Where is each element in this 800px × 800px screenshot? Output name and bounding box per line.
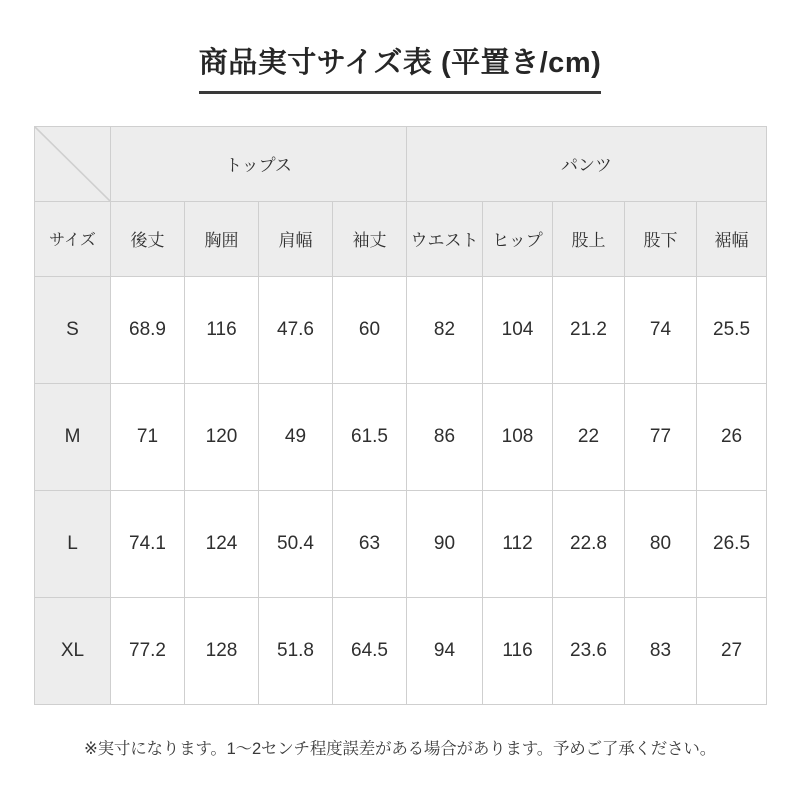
group-header-row	[35, 126, 767, 201]
size-table-wrapper	[34, 126, 766, 705]
row-size-label: XL	[35, 597, 111, 704]
row-size-label: M	[35, 383, 111, 490]
table-row	[35, 276, 767, 383]
table-row	[35, 490, 767, 597]
cell-value: 120	[185, 383, 259, 490]
column-header-back-length: 後丈	[111, 201, 185, 276]
cell-value: 60	[333, 276, 407, 383]
cell-value: 71	[111, 383, 185, 490]
cell-value: 108	[483, 383, 553, 490]
cell-value: 25.5	[697, 276, 767, 383]
cell-value: 74.1	[111, 490, 185, 597]
column-header-hem: 裾幅	[697, 201, 767, 276]
column-header-size: サイズ	[35, 201, 111, 276]
column-header-inseam: 股下	[625, 201, 697, 276]
cell-value: 64.5	[333, 597, 407, 704]
cell-value: 21.2	[553, 276, 625, 383]
cell-value: 90	[407, 490, 483, 597]
table-row	[35, 597, 767, 704]
corner-cell	[35, 126, 111, 201]
cell-value: 26.5	[697, 490, 767, 597]
cell-value: 116	[185, 276, 259, 383]
cell-value: 26	[697, 383, 767, 490]
cell-value: 77.2	[111, 597, 185, 704]
column-header-chest: 胸囲	[185, 201, 259, 276]
cell-value: 112	[483, 490, 553, 597]
cell-value: 83	[625, 597, 697, 704]
column-header-waist: ウエスト	[407, 201, 483, 276]
cell-value: 77	[625, 383, 697, 490]
column-header-sleeve: 袖丈	[333, 201, 407, 276]
column-header-row	[35, 201, 767, 276]
cell-value: 116	[483, 597, 553, 704]
cell-value: 94	[407, 597, 483, 704]
cell-value: 49	[259, 383, 333, 490]
cell-value: 124	[185, 490, 259, 597]
row-size-label: L	[35, 490, 111, 597]
page-title: 商品実寸サイズ表 (平置き/cm)	[199, 46, 602, 94]
cell-value: 63	[333, 490, 407, 597]
cell-value: 68.9	[111, 276, 185, 383]
column-header-hip: ヒップ	[483, 201, 553, 276]
cell-value: 82	[407, 276, 483, 383]
cell-value: 80	[625, 490, 697, 597]
cell-value: 23.6	[553, 597, 625, 704]
cell-value: 22.8	[553, 490, 625, 597]
cell-value: 47.6	[259, 276, 333, 383]
group-header-pants: パンツ	[407, 126, 767, 201]
cell-value: 61.5	[333, 383, 407, 490]
column-header-rise: 股上	[553, 201, 625, 276]
size-table	[34, 126, 767, 705]
cell-value: 50.4	[259, 490, 333, 597]
cell-value: 86	[407, 383, 483, 490]
cell-value: 74	[625, 276, 697, 383]
diagonal-divider-icon	[35, 127, 110, 201]
cell-value: 27	[697, 597, 767, 704]
cell-value: 51.8	[259, 597, 333, 704]
group-header-tops: トップス	[111, 126, 407, 201]
cell-value: 128	[185, 597, 259, 704]
table-row	[35, 383, 767, 490]
cell-value: 104	[483, 276, 553, 383]
title-section	[0, 0, 800, 94]
row-size-label: S	[35, 276, 111, 383]
column-header-shoulder: 肩幅	[259, 201, 333, 276]
cell-value: 22	[553, 383, 625, 490]
disclaimer-note: ※実寸になります。1〜2センチ程度誤差がある場合があります。予めご了承ください。	[83, 740, 717, 758]
